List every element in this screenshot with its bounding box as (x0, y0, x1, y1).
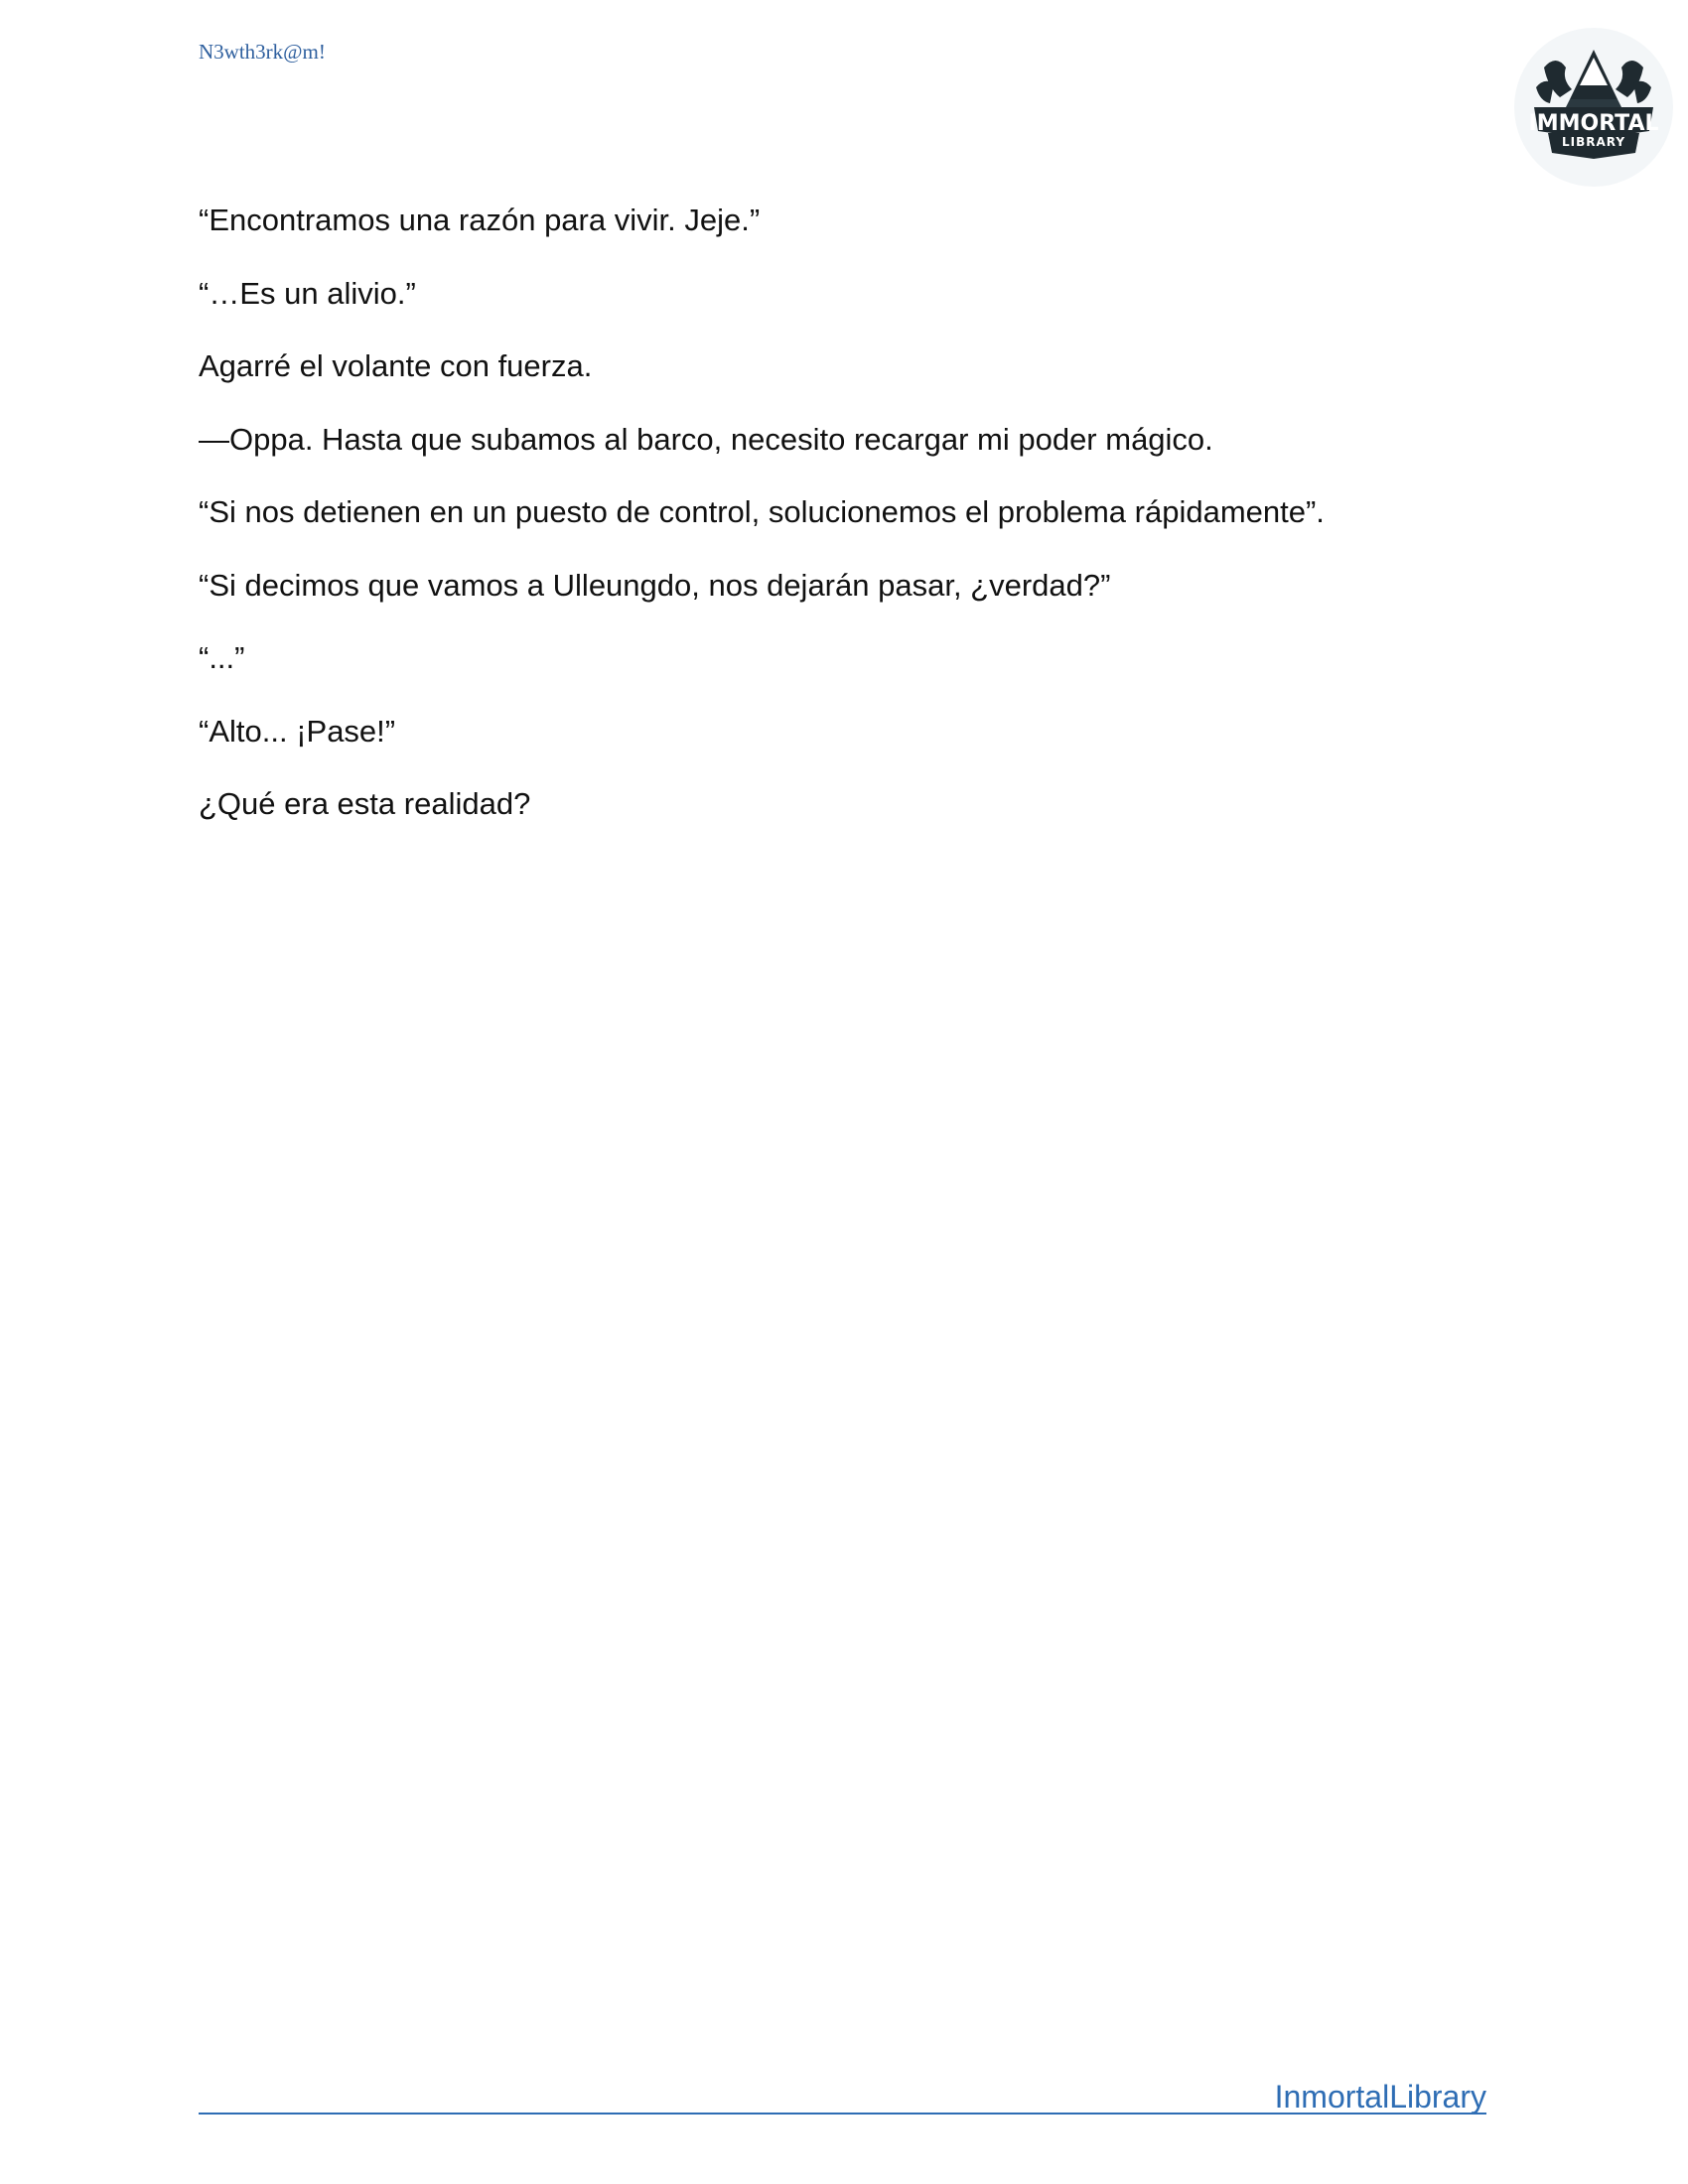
paragraph: “Encontramos una razón para vivir. Jeje.” (199, 203, 761, 237)
chapter-body (199, 196, 1489, 853)
header-tag: N3wth3rk@m! (199, 40, 326, 64)
immortal-library-logo (1514, 28, 1673, 187)
paragraph: “…Es un alivio.” (199, 275, 416, 311)
paragraph: Agarré el volante con fuerza. (199, 348, 593, 383)
logo-word-immortal: IMMORTAL (1528, 111, 1659, 136)
paragraph: ¿Qué era esta realidad? (199, 786, 531, 821)
paragraph: “...” (199, 640, 245, 675)
paragraph: “Si decimos que vamos a Ulleungdo, nos dejarán pasar, ¿verdad?” (199, 567, 1111, 603)
paragraph: “Si nos detienen en un puesto de control, solucionemos el problema rápidamente”. (199, 494, 1325, 529)
paragraph: —Oppa. Hasta que subamos al barco, necesito recargar mi poder mágico. (199, 421, 1213, 457)
logo-word-library: LIBRARY (1561, 135, 1626, 149)
paragraph: “Alto... ¡Pase!” (199, 713, 396, 749)
logo-emblem-icon (1514, 28, 1673, 187)
footer-link-inmortallibrary[interactable]: InmortalLibrary (1274, 2079, 1486, 2115)
